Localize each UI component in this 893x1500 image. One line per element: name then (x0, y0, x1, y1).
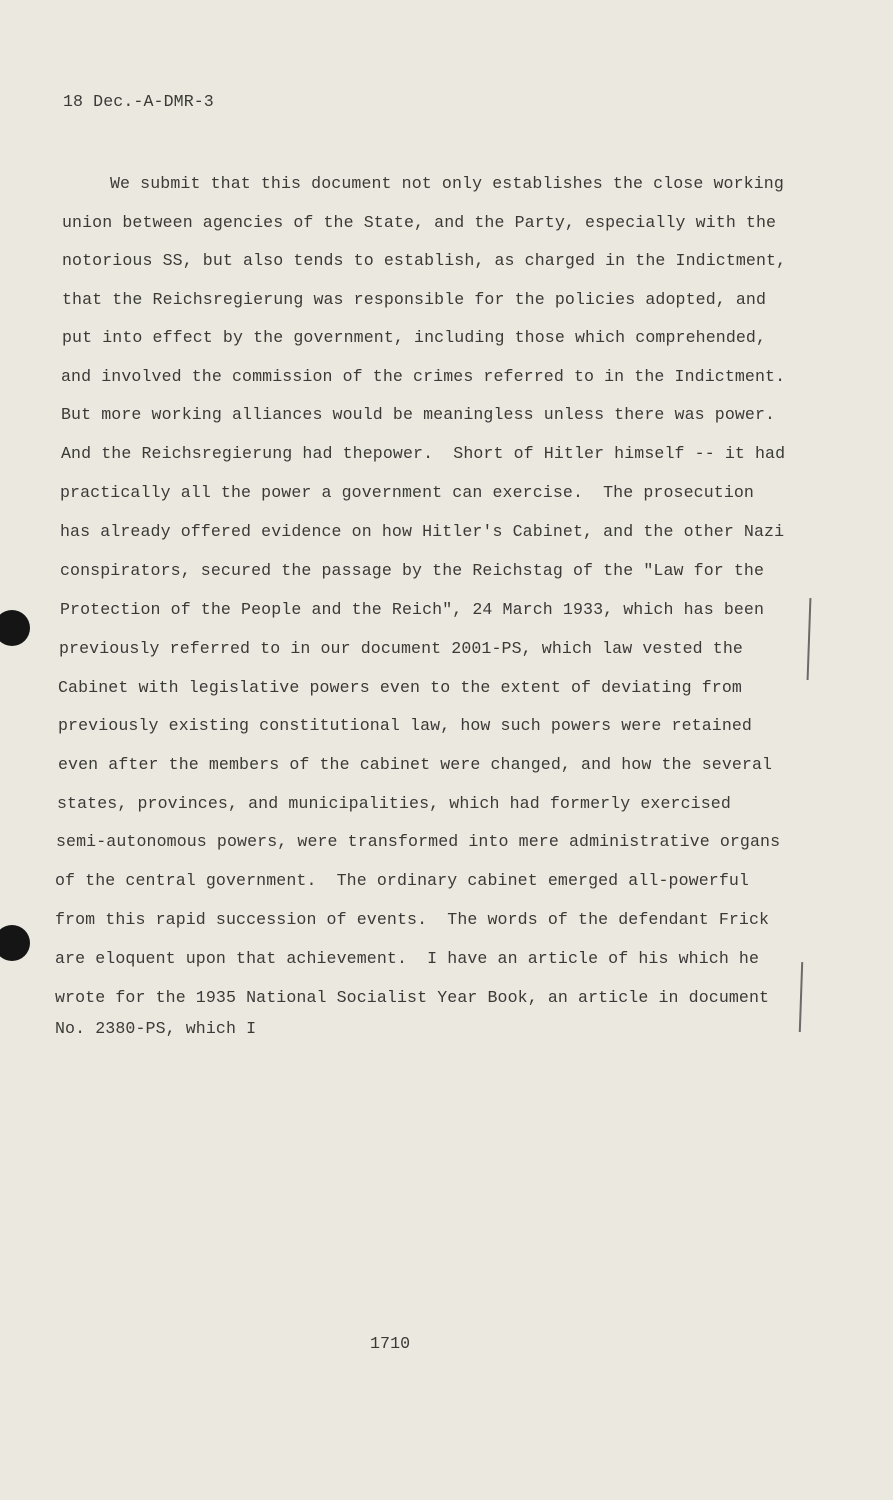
body-line: But more working alliances would be meaningless unless there was power. (61, 405, 776, 424)
body-line: And the Reichsregierung had thepower. Short of Hitler himself -- it had (61, 444, 786, 463)
body-line: that the Reichsregierung was responsible for the policies adopted, and (62, 290, 767, 309)
body-line: We submit that this document not only establishes the close working (110, 174, 784, 193)
margin-mark-lower (799, 962, 803, 1032)
body-line: even after the members of the cabinet were changed, and how the several (58, 755, 773, 774)
body-line: from this rapid succession of events. The words of the defendant Frick (55, 910, 770, 929)
punch-hole-bottom (0, 925, 30, 961)
body-line: wrote for the 1935 National Socialist Year Book, an article in document (55, 988, 770, 1007)
body-line: Protection of the People and the Reich", 24 March 1933, which has been (60, 600, 765, 619)
body-line: Cabinet with legislative powers even to the extent of deviating from (58, 678, 742, 697)
body-line: previously existing constitutional law, how such powers were retained (58, 716, 752, 735)
body-line: practically all the power a government can exercise. The prosecution (60, 483, 754, 502)
body-line: semi-autonomous powers, were transformed into mere administrative organs (56, 832, 781, 851)
body-line: has already offered evidence on how Hitler's Cabinet, and the other Nazi (60, 522, 785, 541)
body-line: and involved the commission of the crimes referred to in the Indictment. (61, 367, 786, 386)
margin-mark-upper (807, 598, 811, 680)
body-line: of the central government. The ordinary cabinet emerged all-powerful (55, 871, 749, 890)
body-line: previously referred to in our document 2001-PS, which law vested the (59, 639, 743, 658)
body-line: put into effect by the government, including those which comprehended, (62, 328, 767, 347)
body-line: conspirators, secured the passage by the Reichstag of the "Law for the (60, 561, 765, 580)
punch-hole-top (0, 610, 30, 646)
page-number: 1710 (370, 1334, 411, 1353)
body-line: notorious SS, but also tends to establish, as charged in the Indictment, (62, 251, 787, 270)
body-line: states, provinces, and municipalities, which had formerly exercised (57, 794, 731, 813)
body-line: are eloquent upon that achievement. I have an article of his which he (55, 949, 760, 968)
document-header: 18 Dec.-A-DMR-3 (63, 92, 214, 111)
body-line: union between agencies of the State, and the Party, especially with the (62, 213, 777, 232)
body-line: No. 2380-PS, which I (55, 1019, 257, 1038)
